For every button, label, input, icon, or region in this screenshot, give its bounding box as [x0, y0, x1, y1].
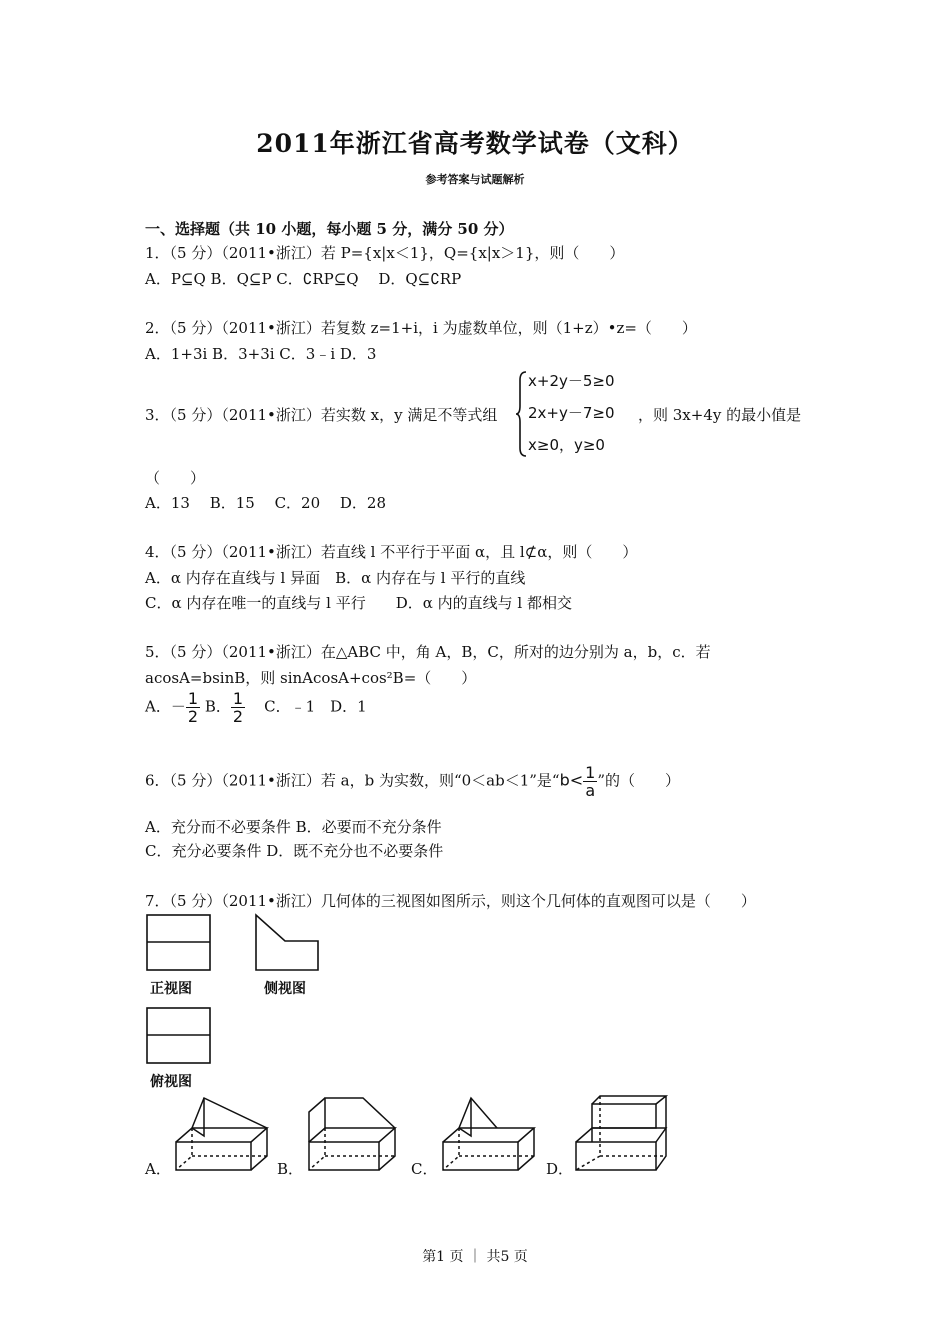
q3-options: A．13 B．15 C．20 D．28 — [145, 494, 387, 512]
q5-fraction-b: $\frac{1}{2}$ — [232, 689, 244, 726]
q7-choice-d-figure — [570, 1092, 670, 1174]
q5-option-b: B． — [204, 697, 231, 716]
q1-options: A．P⊆Q B．Q⊆P C．∁RP⊆Q D．Q⊆∁RP — [145, 270, 462, 288]
q3-stem-after: ，则 3x+4y 的最小值是 — [638, 406, 802, 424]
q7-stem: 7．（5 分）（2011•浙江）几何体的三视图如图所示，则这个几何体的直观图可以是（ ） — [145, 892, 756, 910]
q6-options-2: C．充分必要条件 D．既不充分也不必要条件 — [145, 842, 444, 860]
q7-choice-d-label: D． — [546, 1160, 574, 1178]
q7-choice-a-label: A． — [145, 1160, 171, 1178]
q6-options-1: A．充分而不必要条件 B．必要而不充分条件 — [145, 818, 442, 836]
q6-stem — [145, 764, 680, 799]
q3-stem-before: 3．（5 分）（2011•浙江）若实数 x，y 满足不等式组 — [145, 406, 498, 424]
q5-fraction-a: $\frac{1}{2}$ — [187, 689, 199, 726]
q5-option-a: A．－ — [145, 697, 186, 716]
q3-paren: （ ） — [145, 469, 206, 487]
q3-brace — [516, 370, 528, 458]
q7-choice-a-figure — [170, 1092, 270, 1174]
q7-choice-c-figure — [437, 1092, 537, 1174]
q7-choice-c-label: C． — [411, 1160, 438, 1178]
page-footer: 第1 页 ｜ 共5 页 — [422, 1249, 528, 1265]
side-view-figure — [255, 914, 320, 972]
q1-stem: 1．（5 分）（2011•浙江）若 P={x|x＜1}，Q={x|x＞1}，则（ ） — [145, 244, 625, 262]
q4-options-1: A．α 内存在直线与 l 异面 B．α 内存在与 l 平行的直线 — [145, 569, 526, 587]
q2-options: A．1+3i B．3+3i C．3﹣i D．3 — [145, 345, 377, 363]
q5-stem-1: 5．（5 分）（2011•浙江）在△ABC 中，角 A，B，C，所对的边分别为 a，b，c．若 — [145, 643, 711, 661]
q7-choice-b-figure — [303, 1092, 403, 1174]
q3-ineq-2: 2x+y－7≥0 — [528, 404, 615, 422]
page-subtitle: 参考答案与试题解析 — [425, 173, 525, 186]
front-view-label: 正视图 — [150, 981, 192, 997]
section-heading: 一、选择题（共 10 小题，每小题 5 分，满分 50 分） — [145, 220, 514, 238]
q7-choice-b-label: B． — [277, 1160, 304, 1178]
q6-expr-b: b< — [559, 770, 584, 790]
side-view-label: 侧视图 — [264, 981, 306, 997]
top-view-figure — [146, 1007, 211, 1065]
q5-stem-2: acosA=bsinB，则 sinAcosA+cos²B=（ ） — [145, 669, 477, 687]
top-view-label: 俯视图 — [150, 1074, 192, 1090]
q4-stem: 4．（5 分）（2011•浙江）若直线 l 不平行于平面 α，且 l⊄α，则（ ） — [145, 543, 638, 561]
q4-options-2: C．α 内存在唯一的直线与 l 平行 D．α 内的直线与 l 都相交 — [145, 594, 572, 612]
q6-stem-before: 6．（5 分）（2011•浙江）若 a，b 为实数，则“0＜ab＜1”是“ — [145, 771, 560, 790]
q6-stem-after: ”的（ ） — [597, 771, 681, 790]
q6-fraction: $\frac{1}{a}$ — [585, 763, 596, 800]
page-title: 2011年浙江省高考数学试卷（文科） — [256, 129, 694, 158]
q3-ineq-1: x+2y－5≥0 — [528, 372, 615, 390]
q5-options — [145, 690, 367, 725]
front-view-figure — [146, 914, 211, 972]
q5-options-cd: C．﹣1 D．1 — [264, 697, 367, 716]
q3-ineq-3: x≥0，y≥0 — [528, 436, 605, 454]
q2-stem: 2．（5 分）（2011•浙江）若复数 z=1+i，i 为虚数单位，则（1+z）•z=（ ） — [145, 319, 697, 337]
